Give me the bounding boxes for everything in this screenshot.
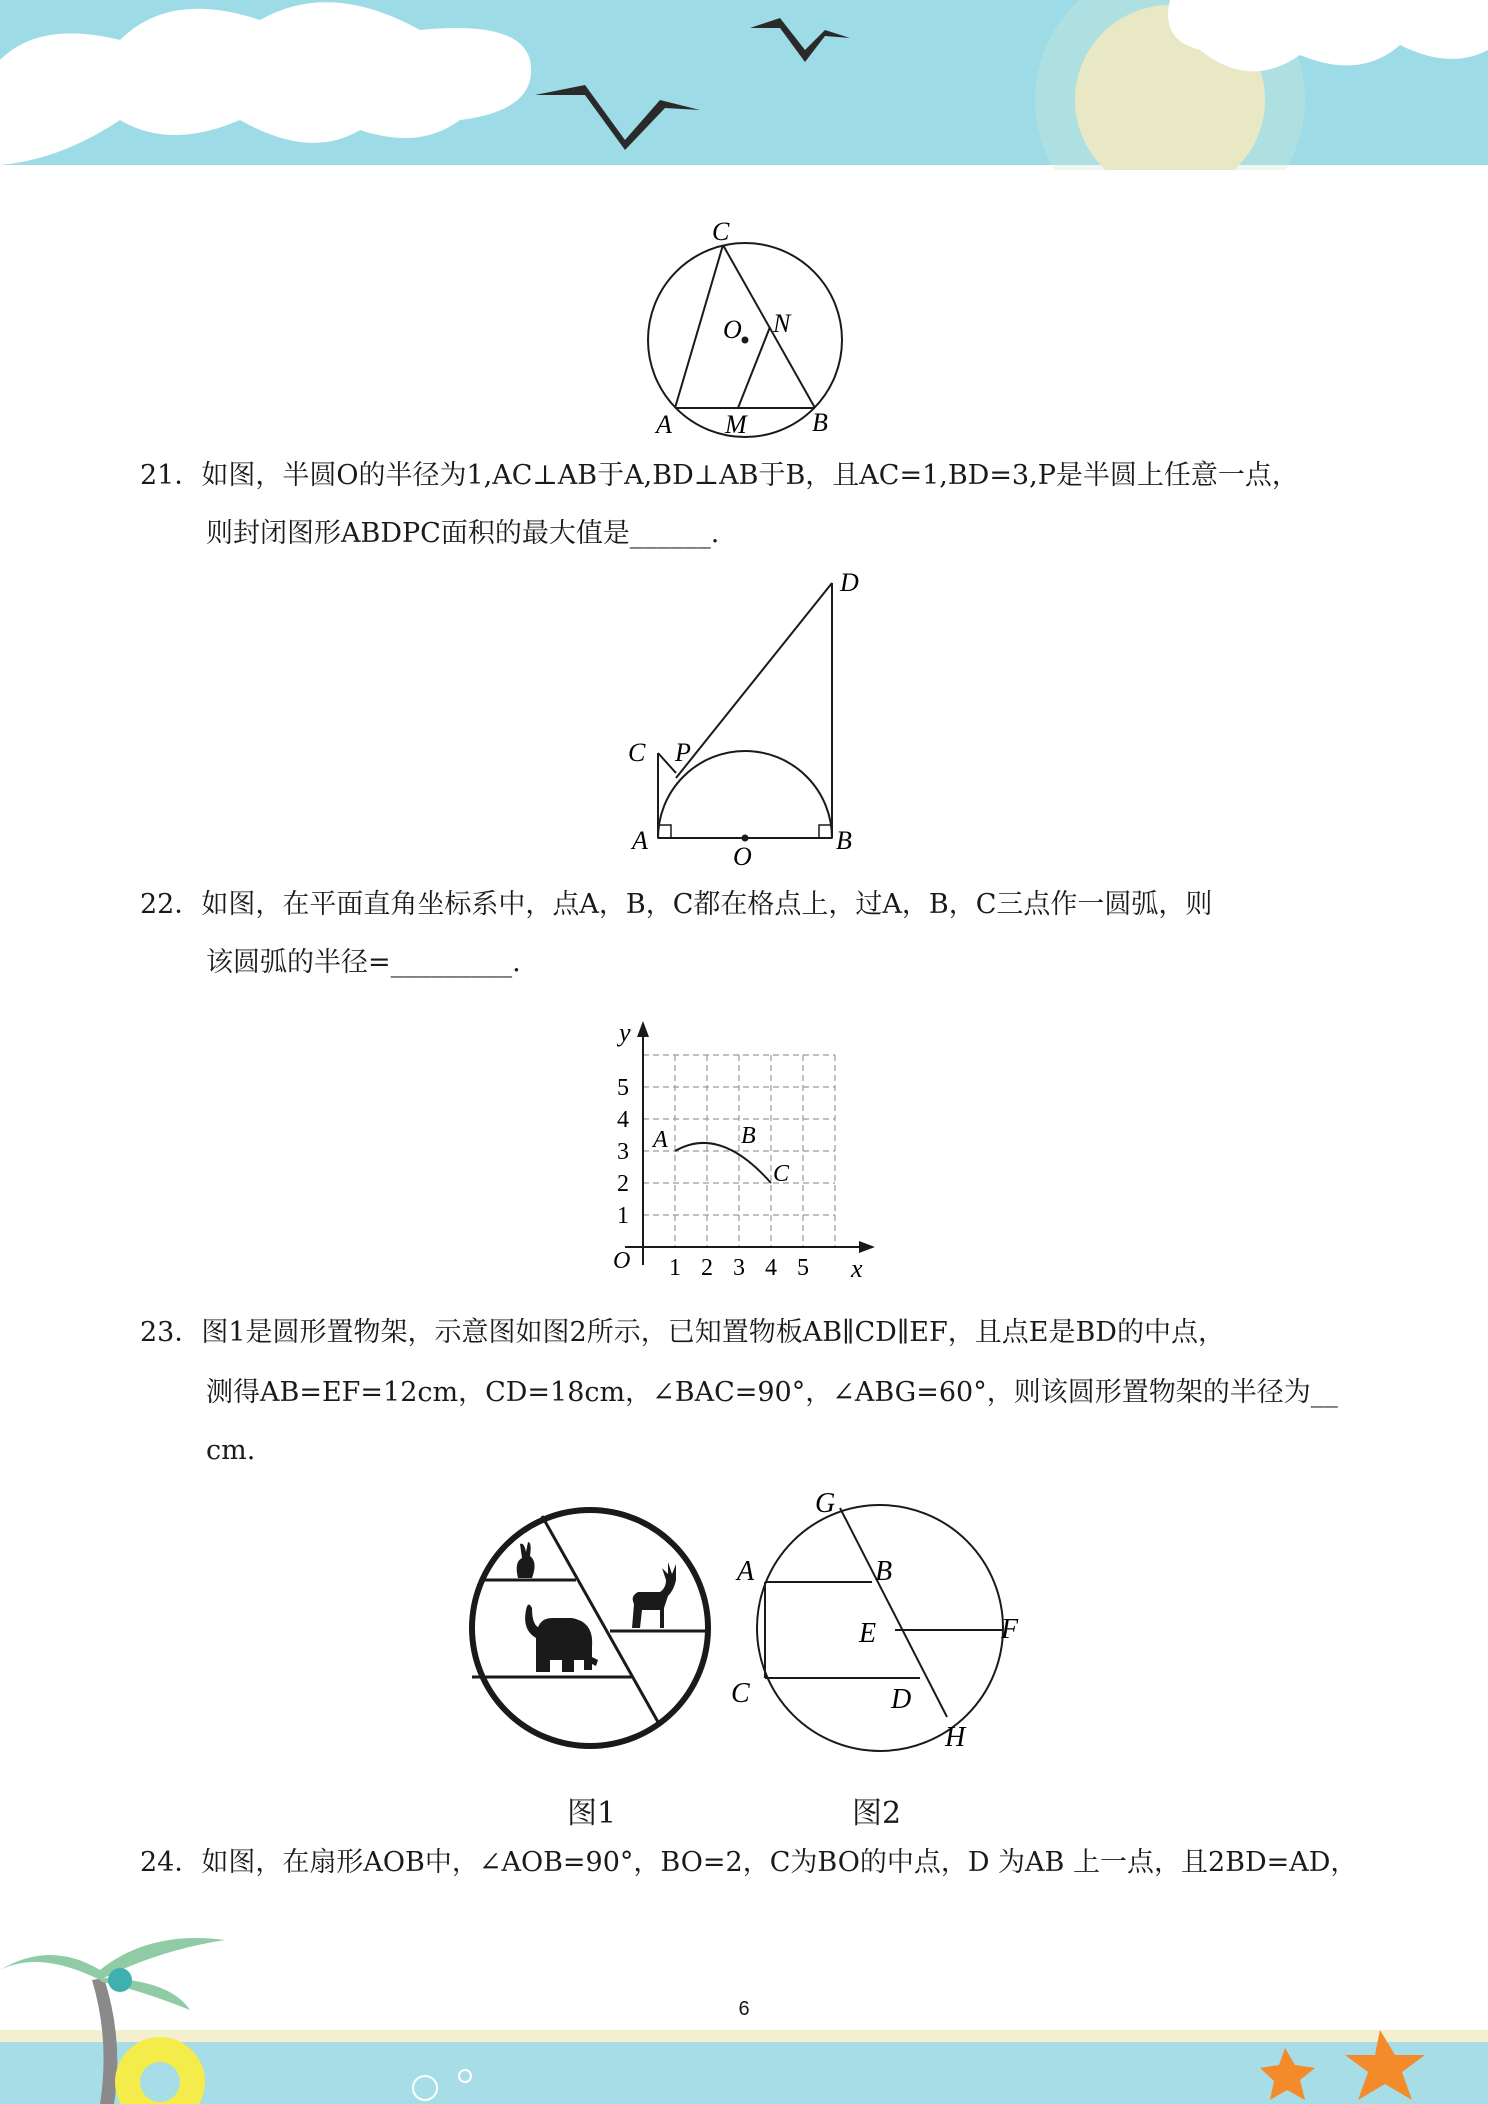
y-tick: 4 — [617, 1107, 629, 1133]
point-B-label: B — [741, 1123, 756, 1149]
y-tick: 5 — [617, 1075, 629, 1101]
x-tick: 3 — [733, 1255, 745, 1281]
label-H: H — [945, 1722, 966, 1753]
page-number: 6 — [738, 1998, 750, 2020]
caption-fig2: 图2 — [852, 1796, 902, 1831]
x-tick: 2 — [701, 1255, 713, 1281]
x-tick: 4 — [765, 1255, 777, 1281]
axis-y-label: y — [619, 1018, 631, 1047]
label-B: B — [812, 408, 828, 437]
origin-label: O — [613, 1248, 631, 1274]
question-22-line1: 22．如图，在平面直角坐标系中，点A，B，C都在格点上，过A，B，C三点作一圆弧，则 — [140, 889, 1213, 920]
figure-q23-photo — [462, 1500, 722, 1760]
footer-banner — [0, 1900, 1488, 2104]
label-A: A — [656, 410, 672, 439]
question-23-line2: 测得AB=EF=12cm，CD=18cm，∠BAC=90°，∠ABG=60°，则该圆形置物架的半径为__ — [206, 1377, 1338, 1408]
label-E: E — [859, 1618, 877, 1649]
label-N: N — [773, 309, 791, 338]
arc-abc — [675, 1143, 771, 1183]
label-M: M — [725, 410, 747, 439]
rabbit-icon — [517, 1542, 535, 1578]
figure-q22-grid — [605, 1015, 885, 1285]
axis-x-label: x — [851, 1254, 863, 1283]
header-banner — [0, 0, 1488, 170]
point-C-label: C — [773, 1161, 790, 1187]
label-G: G — [815, 1488, 836, 1519]
label-A: A — [632, 826, 648, 855]
question-23-line1: 23．图1是圆形置物架，示意图如图2所示，已知置物板AB∥CD∥EF，且点E是BD的中点， — [140, 1317, 1225, 1348]
question-22-line2: 该圆弧的半径=_________. — [206, 947, 521, 978]
question-23-line3: cm. — [206, 1435, 256, 1466]
label-O: O — [733, 842, 752, 871]
caption-fig1: 图1 — [567, 1796, 617, 1831]
elephant-icon — [525, 1604, 598, 1672]
y-tick: 3 — [617, 1139, 629, 1165]
y-tick: 1 — [617, 1203, 629, 1229]
figure-q21 — [620, 563, 890, 873]
x-tick: 1 — [669, 1255, 681, 1281]
label-A: A — [737, 1556, 755, 1587]
label-D: D — [840, 568, 859, 597]
label-C: C — [628, 738, 646, 767]
figure-q20 — [630, 215, 860, 445]
label-O: O — [723, 315, 742, 344]
label-F: F — [1001, 1614, 1019, 1645]
label-D: D — [891, 1684, 912, 1715]
label-P: P — [675, 738, 691, 767]
label-B: B — [875, 1556, 893, 1587]
question-21-line1: 21．如图，半圆O的半径为1,AC⊥AB于A,BD⊥AB于B，且AC=1,BD=3,P是半圆上任意一点， — [140, 460, 1299, 491]
point-A-label: A — [653, 1127, 668, 1153]
label-C: C — [731, 1678, 750, 1709]
deer-icon — [632, 1562, 676, 1628]
label-C: C — [712, 217, 730, 246]
label-B: B — [836, 826, 852, 855]
question-24-line1: 24．如图，在扇形AOB中，∠AOB=90°，BO=2，C为BO的中点，D 为AB 上一点，且2BD=AD， — [140, 1847, 1358, 1878]
y-tick: 2 — [617, 1171, 629, 1197]
question-21-line2: 则封闭图形ABDPC面积的最大值是______. — [206, 518, 720, 549]
figure-q23-schematic — [725, 1480, 1045, 1760]
x-tick: 5 — [797, 1255, 809, 1281]
